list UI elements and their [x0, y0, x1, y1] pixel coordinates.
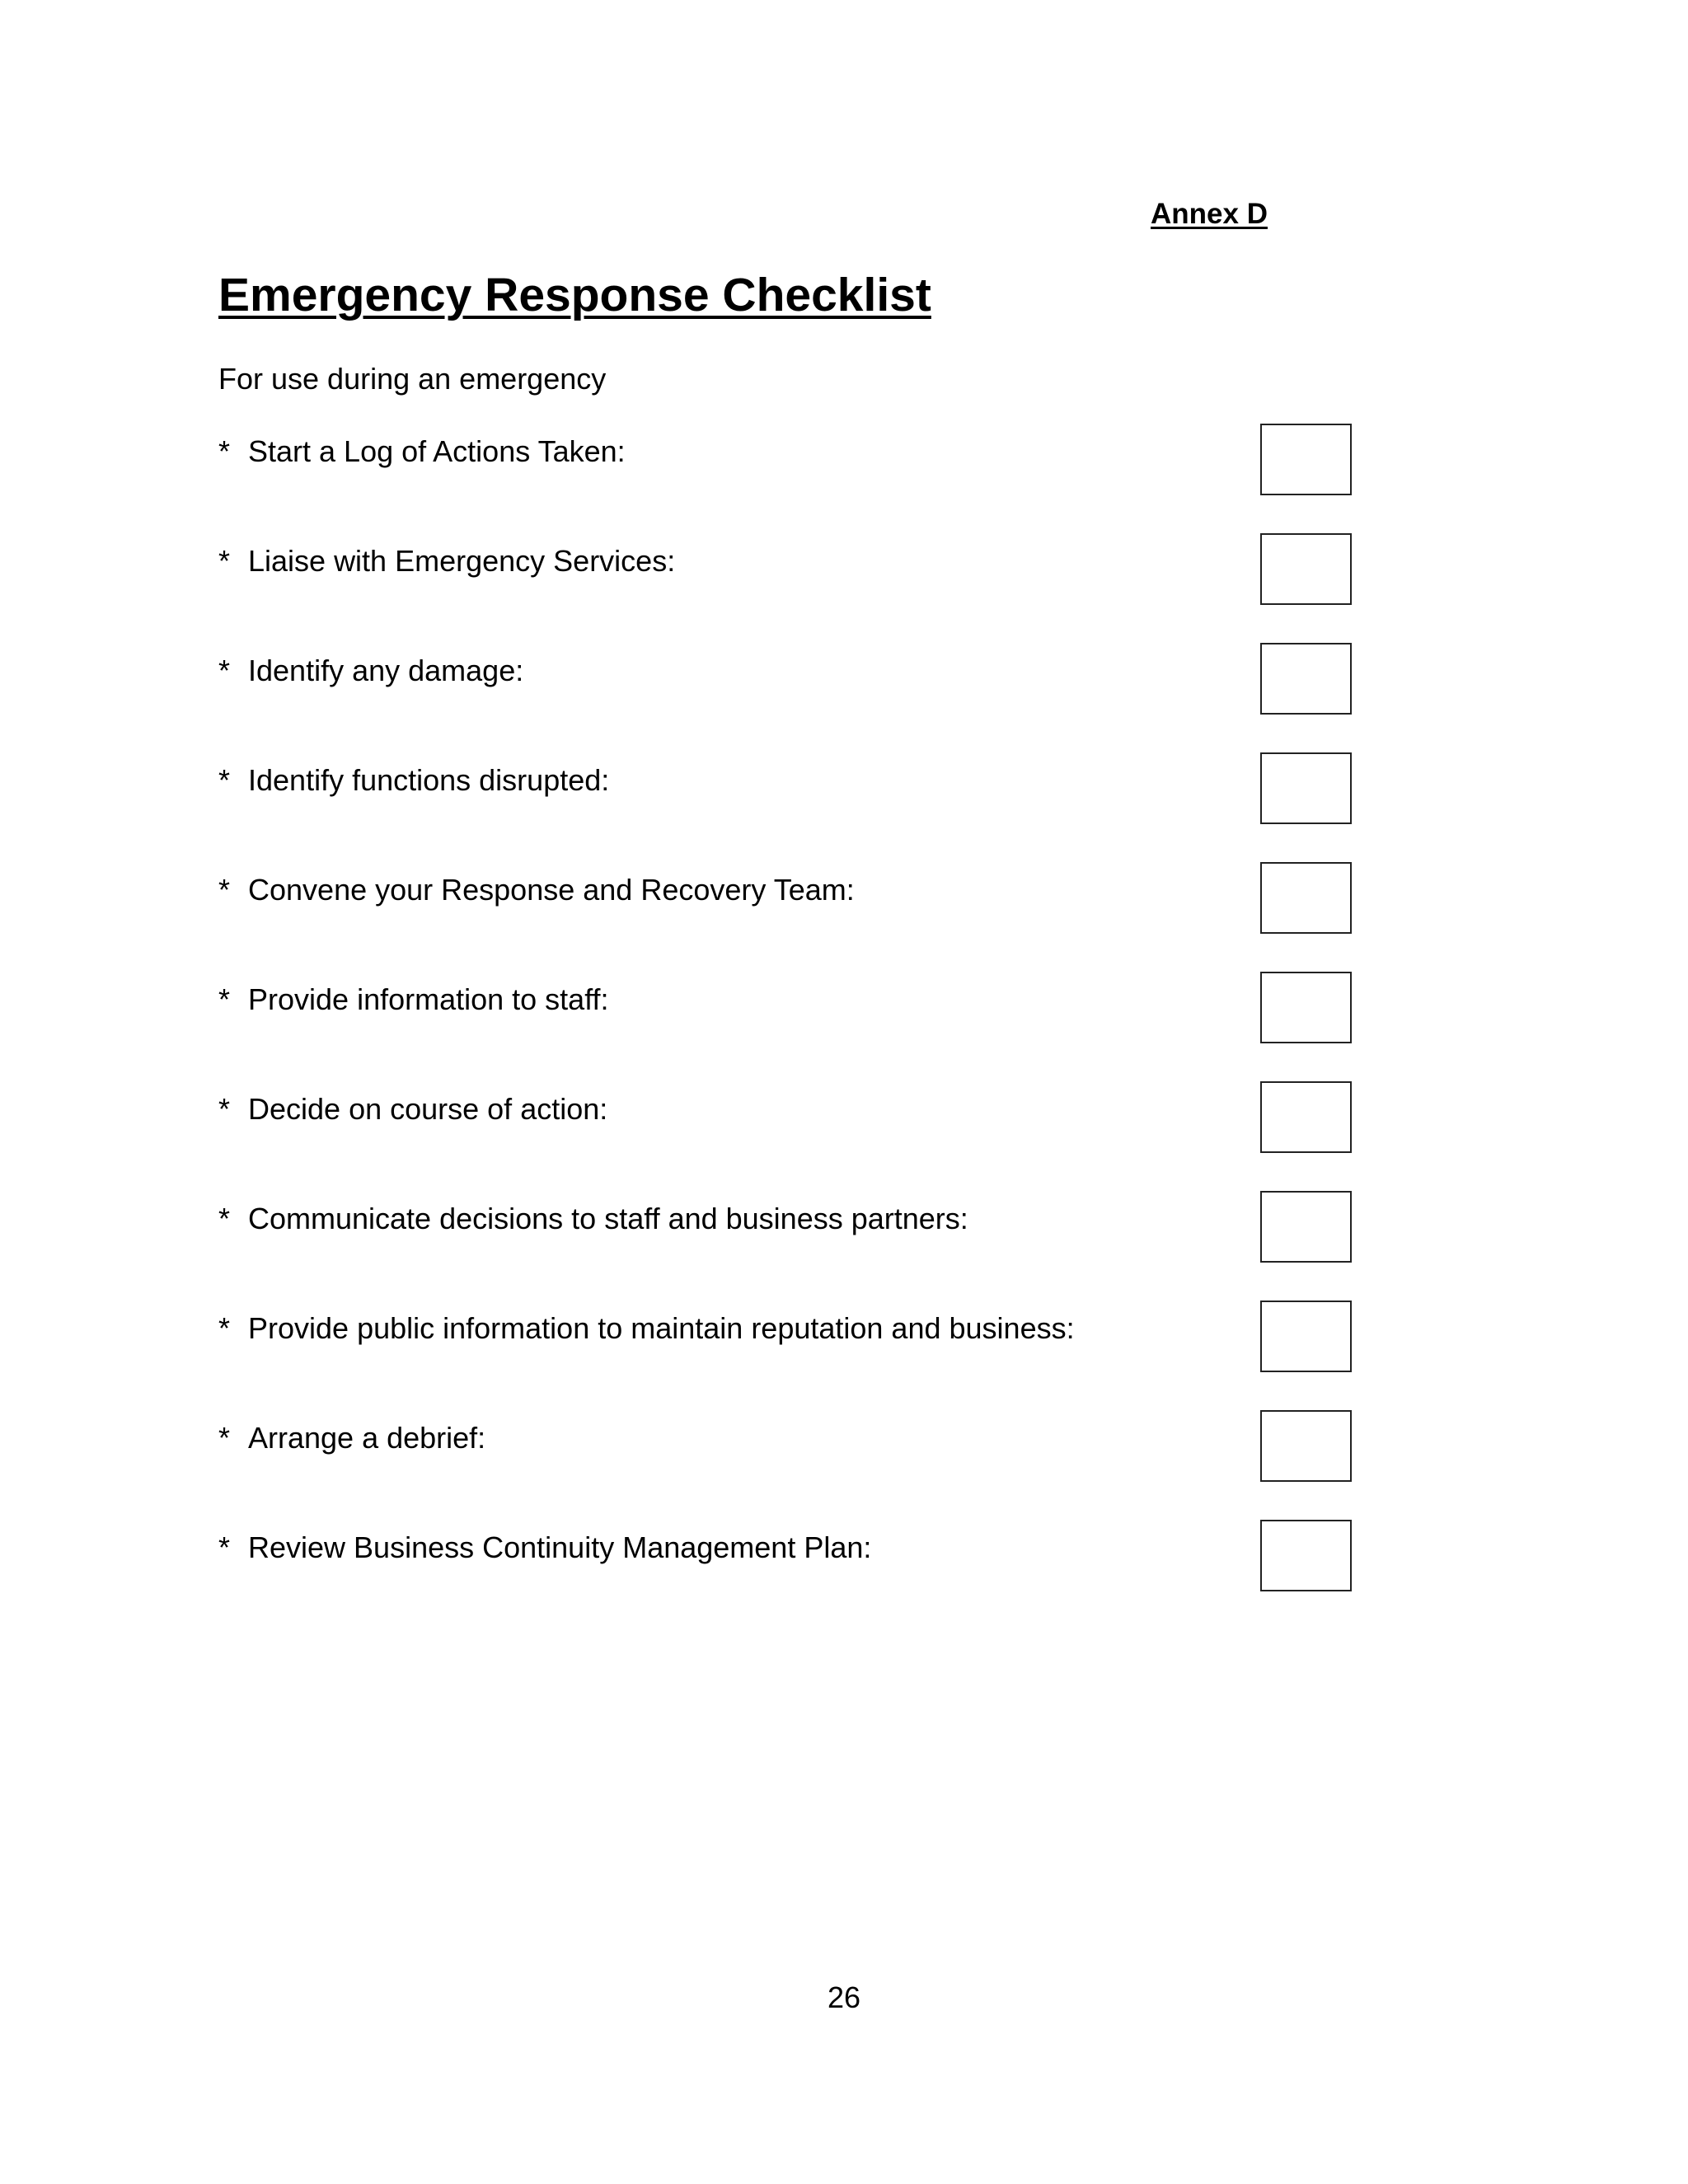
checklist-item	[218, 875, 1455, 949]
checklist-item-label: Arrange a debrief:	[248, 1421, 486, 1455]
bullet-marker: *	[218, 982, 231, 1016]
checklist-checkbox[interactable]	[1260, 533, 1352, 605]
checklist-item-label: Identify any damage:	[248, 654, 524, 687]
bullet-marker: *	[218, 1421, 231, 1455]
bullet-marker: *	[218, 873, 231, 907]
checklist-checkbox[interactable]	[1260, 1520, 1352, 1591]
checklist-item	[218, 982, 1455, 1059]
checklist-item-label: Provide public information to maintain reputation and business:	[248, 1311, 1075, 1345]
annex-label: Annex D	[1151, 198, 1268, 230]
checklist-checkbox[interactable]	[1260, 643, 1352, 715]
checklist-item-label: Decide on course of action:	[248, 1092, 608, 1126]
checklist-checkbox[interactable]	[1260, 752, 1352, 824]
checklist-item-label: Convene your Response and Recovery Team:	[248, 873, 855, 907]
page-title: Emergency Response Checklist	[218, 269, 931, 321]
checklist-item-label: Communicate decisions to staff and business partners:	[248, 1202, 968, 1235]
checklist-item	[218, 1204, 1455, 1278]
checklist-checkbox[interactable]	[1260, 1410, 1352, 1482]
checklist-checkbox[interactable]	[1260, 972, 1352, 1043]
checklist-item-label: Liaise with Emergency Services:	[248, 544, 676, 578]
bullet-marker: *	[218, 763, 231, 797]
checklist-item	[218, 1530, 1455, 1607]
bullet-marker: *	[218, 544, 231, 578]
checklist-item-label: Review Business Continuity Management Plan:	[248, 1530, 872, 1564]
checklist-checkbox[interactable]	[1260, 424, 1352, 495]
checklist-item-label: Start a Log of Actions Taken:	[248, 434, 626, 468]
checklist-checkbox[interactable]	[1260, 1301, 1352, 1372]
bullet-marker: *	[218, 654, 231, 687]
checklist-item	[218, 1311, 1455, 1388]
bullet-marker: *	[218, 1311, 231, 1345]
checklist-item	[218, 656, 1455, 730]
page-subtitle: For use during an emergency	[218, 362, 607, 396]
checklist-item-label: Identify functions disrupted:	[248, 763, 610, 797]
checklist-checkbox[interactable]	[1260, 1191, 1352, 1263]
checklist-item	[218, 434, 1455, 511]
checklist-checkbox[interactable]	[1260, 862, 1352, 934]
bullet-marker: *	[218, 1202, 231, 1235]
page-number: 26	[827, 1980, 861, 2014]
checklist-item	[218, 1094, 1455, 1169]
checklist-item-label: Provide information to staff:	[248, 982, 609, 1016]
bullet-marker: *	[218, 1092, 231, 1126]
checklist-checkbox[interactable]	[1260, 1081, 1352, 1153]
bullet-marker: *	[218, 434, 231, 468]
checklist-item	[218, 546, 1455, 621]
checklist-item	[218, 763, 1455, 840]
bullet-marker: *	[218, 1530, 231, 1564]
checklist-item	[218, 1423, 1455, 1497]
